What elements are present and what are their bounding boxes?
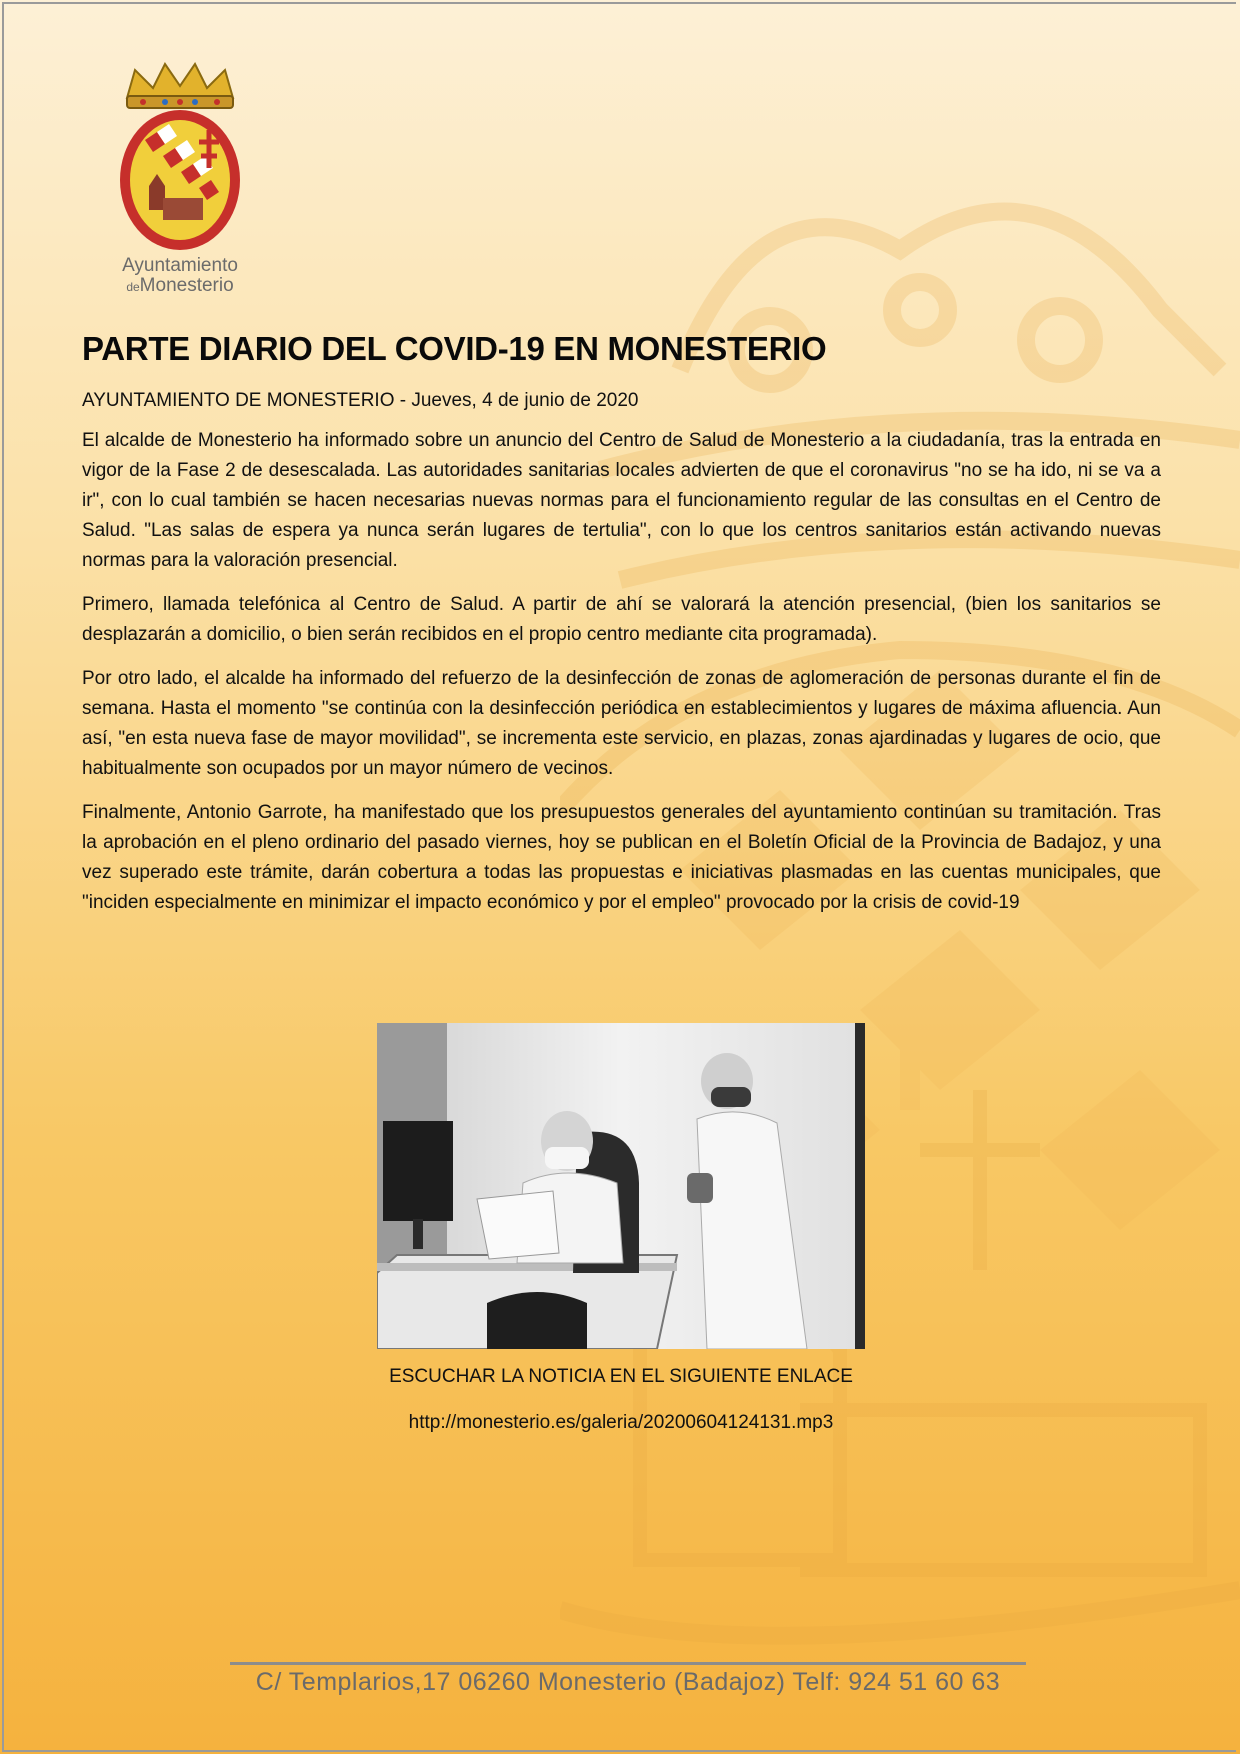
- logo-small: de: [126, 280, 140, 294]
- logo-line1: Ayuntamiento: [122, 255, 238, 276]
- audio-link[interactable]: http://monesterio.es/galeria/20200604124131.mp3: [408, 1412, 834, 1433]
- footer-address: C/ Templarios,17 06260 Monesterio (Badajoz) Telf: 924 51 60 63: [255, 1668, 1001, 1696]
- logo-line2: Monesterio: [139, 275, 234, 296]
- article-subtitle: AYUNTAMIENTO DE MONESTERIO - Jueves, 4 de junio de 2020: [82, 390, 639, 411]
- paragraph-1: El alcalde de Monesterio ha informado sobre un anuncio del Centro de Salud de Monesterio a la ciudadanía, tras la entrada en vigor de la Fase 2 de desescalada. Las autoridades sanitarias locales advierten de que el coronavirus "no se ha ido, ni se va a ir", con lo cual también se hacen necesarias nuevas normas para el funcionamiento regular de las consultas en el Centro de Salud. "Las salas de espera ya nunca serán lugares de tertulia", con lo que los centros sanitarios están activando nuevas normas para la valoración presencial.: [82, 430, 1161, 571]
- paragraph-2: Primero, llamada telefónica al Centro de Salud. A partir de ahí se valorará la atención presencial, (bien los sanitarios se desplazarán a domicilio, o bien serán recibidos en el propio centro mediante cita programada).: [82, 594, 1161, 645]
- footer-divider: [230, 1662, 1026, 1665]
- coat-of-arms-icon: [113, 60, 247, 250]
- paragraph-4: Finalmente, Antonio Garrote, ha manifestado que los presupuestos generales del ayuntamiento continúan su tramitación. Tras la aprobación en el pleno ordinario del pasado viernes, hoy se publican en el Boletín Oficial de la Provincia de Badajoz, y una vez superado este trámite, darán cobertura a todas las propuestas e iniciativas plasmadas en las cuentas municipales, que "inciden especialmente en minimizar el impacto económico y por el empleo" provocado por la crisis de covid-19: [82, 802, 1161, 913]
- article-body: [82, 330, 1161, 918]
- paragraph-3: Por otro lado, el alcalde ha informado del refuerzo de la desinfección de zonas de aglomeración de personas durante el fin de semana. Hasta el momento "se continúa con la desinfección periódica en establecimientos y lugares de máxima afluencia. Aun así, "en esta nueva fase de mayor movilidad", se incrementa este servicio, en plazas, zonas ajardinadas y lugares de ocio, que habitualmente son ocupados por un mayor número de vecinos.: [82, 668, 1161, 779]
- municipal-logo: [100, 60, 260, 297]
- article-title: PARTE DIARIO DEL COVID-19 EN MONESTERIO: [82, 330, 827, 367]
- article-photo: [377, 1023, 865, 1349]
- audio-caption: ESCUCHAR LA NOTICIA EN EL SIGUIENTE ENLACE: [389, 1366, 853, 1387]
